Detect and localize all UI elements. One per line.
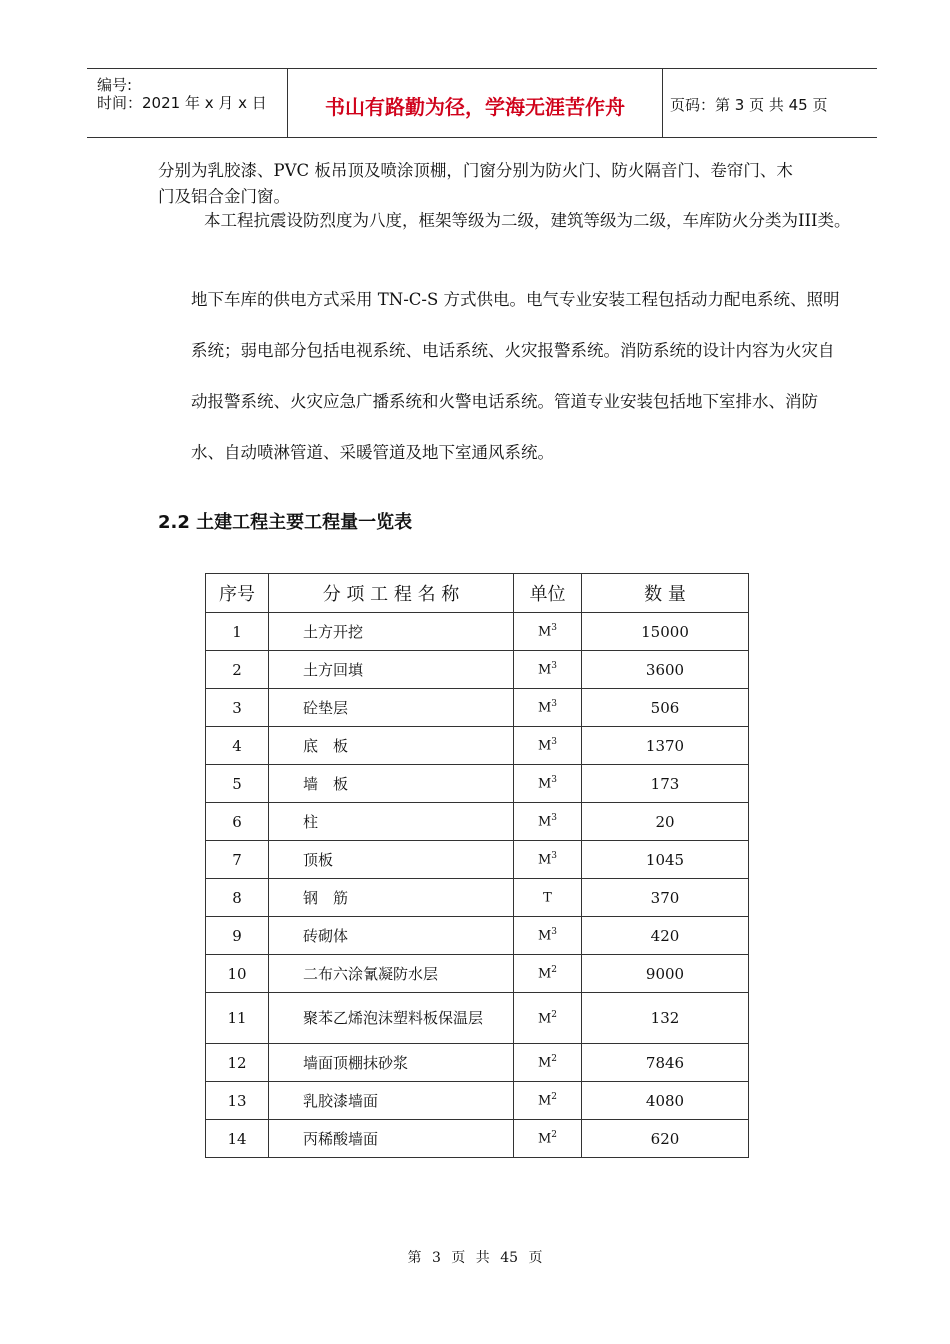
cell-no: 4 — [206, 727, 269, 765]
table-row — [206, 993, 749, 1044]
unit-exponent: 2 — [551, 1054, 558, 1065]
cell-unit: T — [514, 879, 582, 917]
table-row — [206, 613, 749, 651]
col-header-no: 序号 — [206, 574, 269, 613]
cell-unit: $M^2$ — [514, 993, 582, 1044]
paragraph-seismic: 本工程抗震设防烈度为八度，框架等级为二级，建筑等级为二级，车库防火分类为III类。 — [204, 211, 851, 230]
paragraph-electrical: 地下车库的供电方式采用 TN-C-S 方式供电。电气专业安装工程包括动力配电系统、照明系统；弱电部分包括电视系统、电话系统、火灾报警系统。消防系统的设计内容为火灾自动报警系统、火灾应急广播系统和火警电话系统。管道专业安装包括地下室排水、消防水、自动喷淋管道、采暖管道及地下室通风系统。 — [191, 290, 840, 462]
cell-name: 土方开挖 — [269, 613, 514, 651]
table-body — [206, 613, 749, 1158]
time-label: 时间：2021 年 x 月 x 日 — [97, 94, 267, 112]
unit-exponent: 2 — [551, 1130, 558, 1141]
col-header-qty: 数 量 — [582, 574, 749, 613]
cell-name: 乳胶漆墙面 — [269, 1082, 514, 1120]
col-header-name: 分 项 工 程 名 称 — [269, 574, 514, 613]
unit-exponent: 3 — [551, 927, 558, 938]
cell-qty: 1370 — [582, 727, 749, 765]
table-row — [206, 1044, 749, 1082]
cell-unit: $M^3$ — [514, 613, 582, 651]
table-row — [206, 1120, 749, 1158]
table-row — [206, 651, 749, 689]
cell-qty: 132 — [582, 993, 749, 1044]
unit-exponent: 3 — [551, 813, 558, 824]
cell-no: 9 — [206, 917, 269, 955]
cell-qty: 15000 — [582, 613, 749, 651]
motto: 书山有路勤为径，学海无涯苦作舟 — [325, 95, 625, 119]
unit-exponent: 2 — [551, 1009, 558, 1020]
quantity-table — [205, 573, 749, 1158]
cell-name: 墙 板 — [269, 765, 514, 803]
unit-exponent: 2 — [551, 965, 558, 976]
paragraph-finishes: 分别为乳胶漆、PVC 板吊顶及喷涂顶棚，门窗分别为防火门、防火隔音门、卷帘门、木门及铝合金门窗。 — [158, 161, 793, 206]
table-row — [206, 917, 749, 955]
table-row — [206, 1082, 749, 1120]
table-row — [206, 803, 749, 841]
cell-name: 砼垫层 — [269, 689, 514, 727]
table-row — [206, 955, 749, 993]
cell-no: 12 — [206, 1044, 269, 1082]
cell-qty: 20 — [582, 803, 749, 841]
cell-qty: 620 — [582, 1120, 749, 1158]
cell-no: 6 — [206, 803, 269, 841]
cell-name: 二布六涂氰凝防水层 — [269, 955, 514, 993]
cell-no: 2 — [206, 651, 269, 689]
cell-no: 14 — [206, 1120, 269, 1158]
cell-name: 顶板 — [269, 841, 514, 879]
unit-exponent: 2 — [551, 1092, 558, 1103]
unit-exponent: 3 — [551, 775, 558, 786]
cell-no: 13 — [206, 1082, 269, 1120]
header-meta — [87, 69, 287, 137]
cell-unit: $M^2$ — [514, 1082, 582, 1120]
cell-unit: $M^3$ — [514, 803, 582, 841]
cell-qty: 506 — [582, 689, 749, 727]
cell-qty: 420 — [582, 917, 749, 955]
unit-exponent: 3 — [551, 699, 558, 710]
cell-name: 聚苯乙烯泡沫塑料板保温层 — [269, 993, 514, 1044]
cell-no: 8 — [206, 879, 269, 917]
serial-label: 编号: — [97, 76, 133, 94]
cell-unit: $M^3$ — [514, 651, 582, 689]
cell-qty: 370 — [582, 879, 749, 917]
header-motto-cell — [287, 69, 663, 137]
cell-unit: $M^3$ — [514, 765, 582, 803]
cell-no: 5 — [206, 765, 269, 803]
cell-unit: $M^3$ — [514, 727, 582, 765]
cell-no: 7 — [206, 841, 269, 879]
cell-qty: 1045 — [582, 841, 749, 879]
table-row — [206, 765, 749, 803]
cell-no: 10 — [206, 955, 269, 993]
unit-exponent: 3 — [551, 737, 558, 748]
cell-no: 1 — [206, 613, 269, 651]
unit-exponent: 3 — [551, 661, 558, 672]
cell-qty: 3600 — [582, 651, 749, 689]
table-row — [206, 879, 749, 917]
cell-no: 11 — [206, 993, 269, 1044]
cell-name: 底 板 — [269, 727, 514, 765]
page-footer: 第 3 页 共 45 页 — [407, 1250, 543, 1266]
table-header-row — [206, 574, 749, 613]
unit-exponent: 3 — [551, 623, 558, 634]
table-row — [206, 689, 749, 727]
cell-name: 柱 — [269, 803, 514, 841]
col-header-unit: 单位 — [514, 574, 582, 613]
cell-qty: 4080 — [582, 1082, 749, 1120]
unit-exponent: 3 — [551, 851, 558, 862]
cell-unit: $M^3$ — [514, 917, 582, 955]
cell-unit: $M^2$ — [514, 955, 582, 993]
page-header — [87, 68, 877, 138]
cell-name: 墙面顶棚抹砂浆 — [269, 1044, 514, 1082]
cell-unit: $M^2$ — [514, 1120, 582, 1158]
cell-name: 土方回填 — [269, 651, 514, 689]
cell-name: 砖砌体 — [269, 917, 514, 955]
cell-unit: $M^3$ — [514, 841, 582, 879]
table-row — [206, 727, 749, 765]
cell-unit: $M^3$ — [514, 689, 582, 727]
header-page-label: 页码：第 3 页 共 45 页 — [670, 96, 828, 114]
cell-name: 丙稀酸墙面 — [269, 1120, 514, 1158]
section-title: 2.2 土建工程主要工程量一览表 — [158, 512, 413, 533]
cell-qty: 173 — [582, 765, 749, 803]
cell-qty: 7846 — [582, 1044, 749, 1082]
cell-no: 3 — [206, 689, 269, 727]
header-page-cell — [662, 69, 877, 137]
cell-unit: $M^2$ — [514, 1044, 582, 1082]
cell-name: 钢 筋 — [269, 879, 514, 917]
table-row — [206, 841, 749, 879]
cell-qty: 9000 — [582, 955, 749, 993]
